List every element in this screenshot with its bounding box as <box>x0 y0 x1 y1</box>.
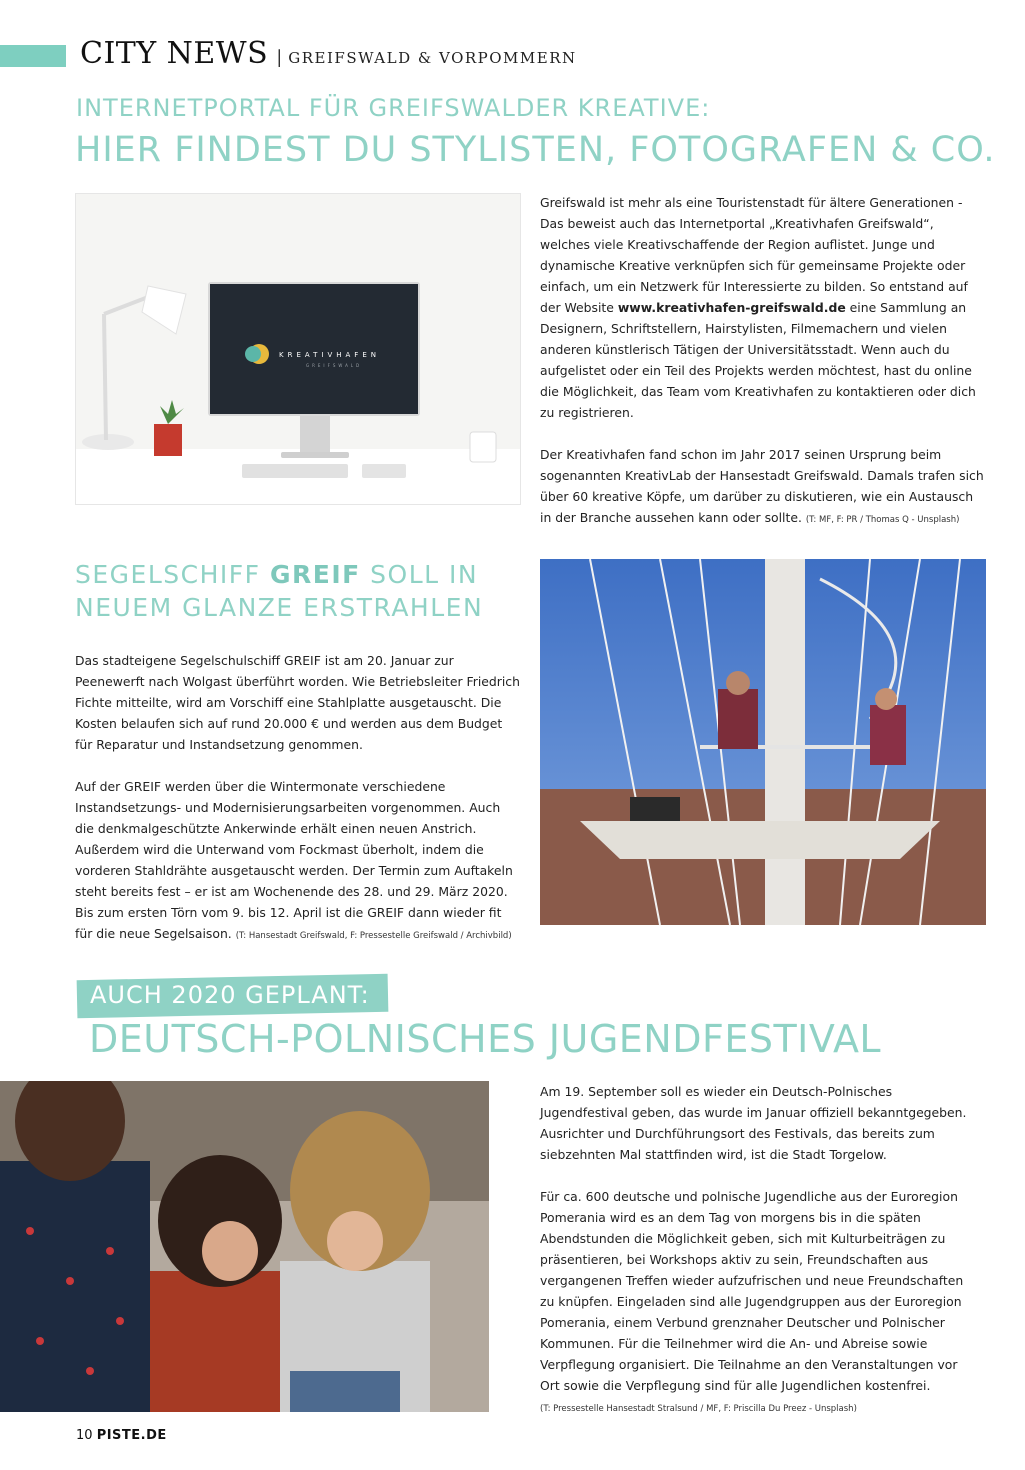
article3-tag: AUCH 2020 GEPLANT: <box>90 981 370 1009</box>
article1-paragraph-1: Greifswald ist mehr als eine Touristenstadt für ältere Generationen - Das beweist auch das Internetportal „Kreativhafen Greifswald“, welches viele Kreativschaffende der Region auflistet. Junge und dynamische Kreative verknüpfen sich für gemeinsame Projekte oder einfach, um ein Netzwerk für Interessierte zu bilden. So entstand auf der Website www.kreativhafen-greifswald.de eine Sammlung an Designern, Schriftstellern, Hairstylisten, Filmemachern und vielen anderen künstlerisch Tätigen der Universitätsstadt. Wenn auch du aufgelistet oder ein Teil des Projekts werden möchtest, hast du online die Möglichkeit, das Team vom Kreativhafen zu kontaktieren oder dich zu registrieren. <box>540 195 976 420</box>
article1-kicker: INTERNETPORTAL FÜR GREIFSWALDER KREATIVE: <box>76 94 711 122</box>
svg-text:GREIFSWALD: GREIFSWALD <box>306 363 363 368</box>
article3-photo-friends <box>0 1081 489 1412</box>
page-footer <box>76 1428 167 1443</box>
article1-body <box>540 192 986 531</box>
magazine-name: PISTE.DE <box>96 1428 167 1443</box>
header-accent-bar <box>0 45 66 67</box>
article2-body <box>75 650 520 947</box>
page-number: 10 <box>76 1428 93 1443</box>
article1-credit: (T: MF, F: PR / Thomas Q - Unsplash) <box>805 515 960 525</box>
article3-paragraph-2: Für ca. 600 deutsche und polnische Jugendliche aus der Euroregion Pomerania wird es an dem Tag von morgens bis in die späten Abendstunden die Möglichkeit geben, sich mit Kulturbeiträgen zu präsentieren, bei Workshops aktiv zu sein, Freundschaften aus vergangenen Treffen wieder aufzufrischen und neue Freundschaften zu knüpfen. Eingeladen sind alle Jugendgruppen aus der Euroregion Pomerania, einem Verbund grenznaher Deutscher und Polnischer Kommunen. Für die Teilnehmer wird die An- und Abreise sowie Verpflegung organisiert. Die Teilnahme an den Veranstaltungen vor Ort sowie die Verpflegung sind für alle Jugendlichen kostenfrei. (T: Pressestelle Hansestadt Stralsund / MF, F: Priscilla Du Preez - Unsplash) <box>540 1189 964 1414</box>
section-title: CITY NEWS <box>80 36 269 71</box>
article2-credit: (T: Hansestadt Greifswald, F: Pressestelle Greifswald / Archivbild) <box>235 931 512 941</box>
article2-photo-ship-mast <box>540 559 986 925</box>
article1-headline: HIER FINDEST DU STYLISTEN, FOTOGRAFEN & CO. <box>75 130 996 170</box>
section-region: GREIFSWALD & VORPOMMERN <box>288 49 577 67</box>
section-header <box>80 36 577 71</box>
article2-paragraph-1: Das stadteigene Segelschulschiff GREIF ist am 20. Januar zur Peenewerft nach Wolgast überführt worden. Wie Betriebsleiter Friedrich Fichte mitteilte, wird am Vorschiff eine Stahlplatte ausgetauscht. Die Kosten belaufen sich auf rund 20.000 € und werden aus dem Budget für Reparatur und Instandsetzung genommen. <box>75 653 520 752</box>
article1-website-link[interactable]: www.kreativhafen-greifswald.de <box>617 300 846 315</box>
article3-credit: (T: Pressestelle Hansestadt Stralsund / MF, F: Priscilla Du Preez - Unsplash) <box>540 1404 857 1414</box>
svg-text:KREATIVHAFEN: KREATIVHAFEN <box>279 351 380 359</box>
article2-paragraph-2: Auf der GREIF werden über die Wintermonate verschiedene Instandsetzungs- und Modernisierungsarbeiten vorgenommen. Auch die denkmalgeschützte Ankerwinde erhält einen neuen Anstrich. Außerdem wird die Unterwand vom Fockmast überholt, indem die vorderen Stahldrähte ausgetauscht werden. Der Termin zum Auftakeln steht bereits fest – er ist am Wochenende des 28. und 29. März 2020. Bis zum ersten Törn vom 9. bis 12. April ist die GREIF dann wieder fit für die neue Segelsaison. (T: Hansestadt Greifswald, F: Pressestelle Greifswald / Archivbild) <box>75 779 513 941</box>
article1-paragraph-2: Der Kreativhafen fand schon im Jahr 2017 seinen Ursprung beim sogenannten KreativLab der Hansestadt Greifswald. Damals trafen sich über 60 kreative Köpfe, um darüber zu diskutieren, wie ein Austausch in der Branche aussehen kann oder sollte. (T: MF, F: PR / Thomas Q - Unsplash) <box>540 447 984 525</box>
ship-name: GREIF <box>269 560 361 589</box>
article3-body <box>540 1081 980 1420</box>
article2-headline: SEGELSCHIFF GREIF SOLL IN NEUEM GLANZE ERSTRAHLEN <box>75 560 484 622</box>
article1-photo-desk <box>75 193 521 505</box>
article3-paragraph-1: Am 19. September soll es wieder ein Deutsch-Polnisches Jugendfestival geben, das wurde im Januar offiziell bekanntgegeben. Ausrichter und Durchführungsort des Festivals, das bereits zum siebzehnten Mal stattfinden wird, ist die Stadt Torgelow. <box>540 1084 967 1162</box>
article3-headline: DEUTSCH-POLNISCHES JUGENDFESTIVAL <box>89 1017 882 1061</box>
header-separator: | <box>276 47 283 68</box>
